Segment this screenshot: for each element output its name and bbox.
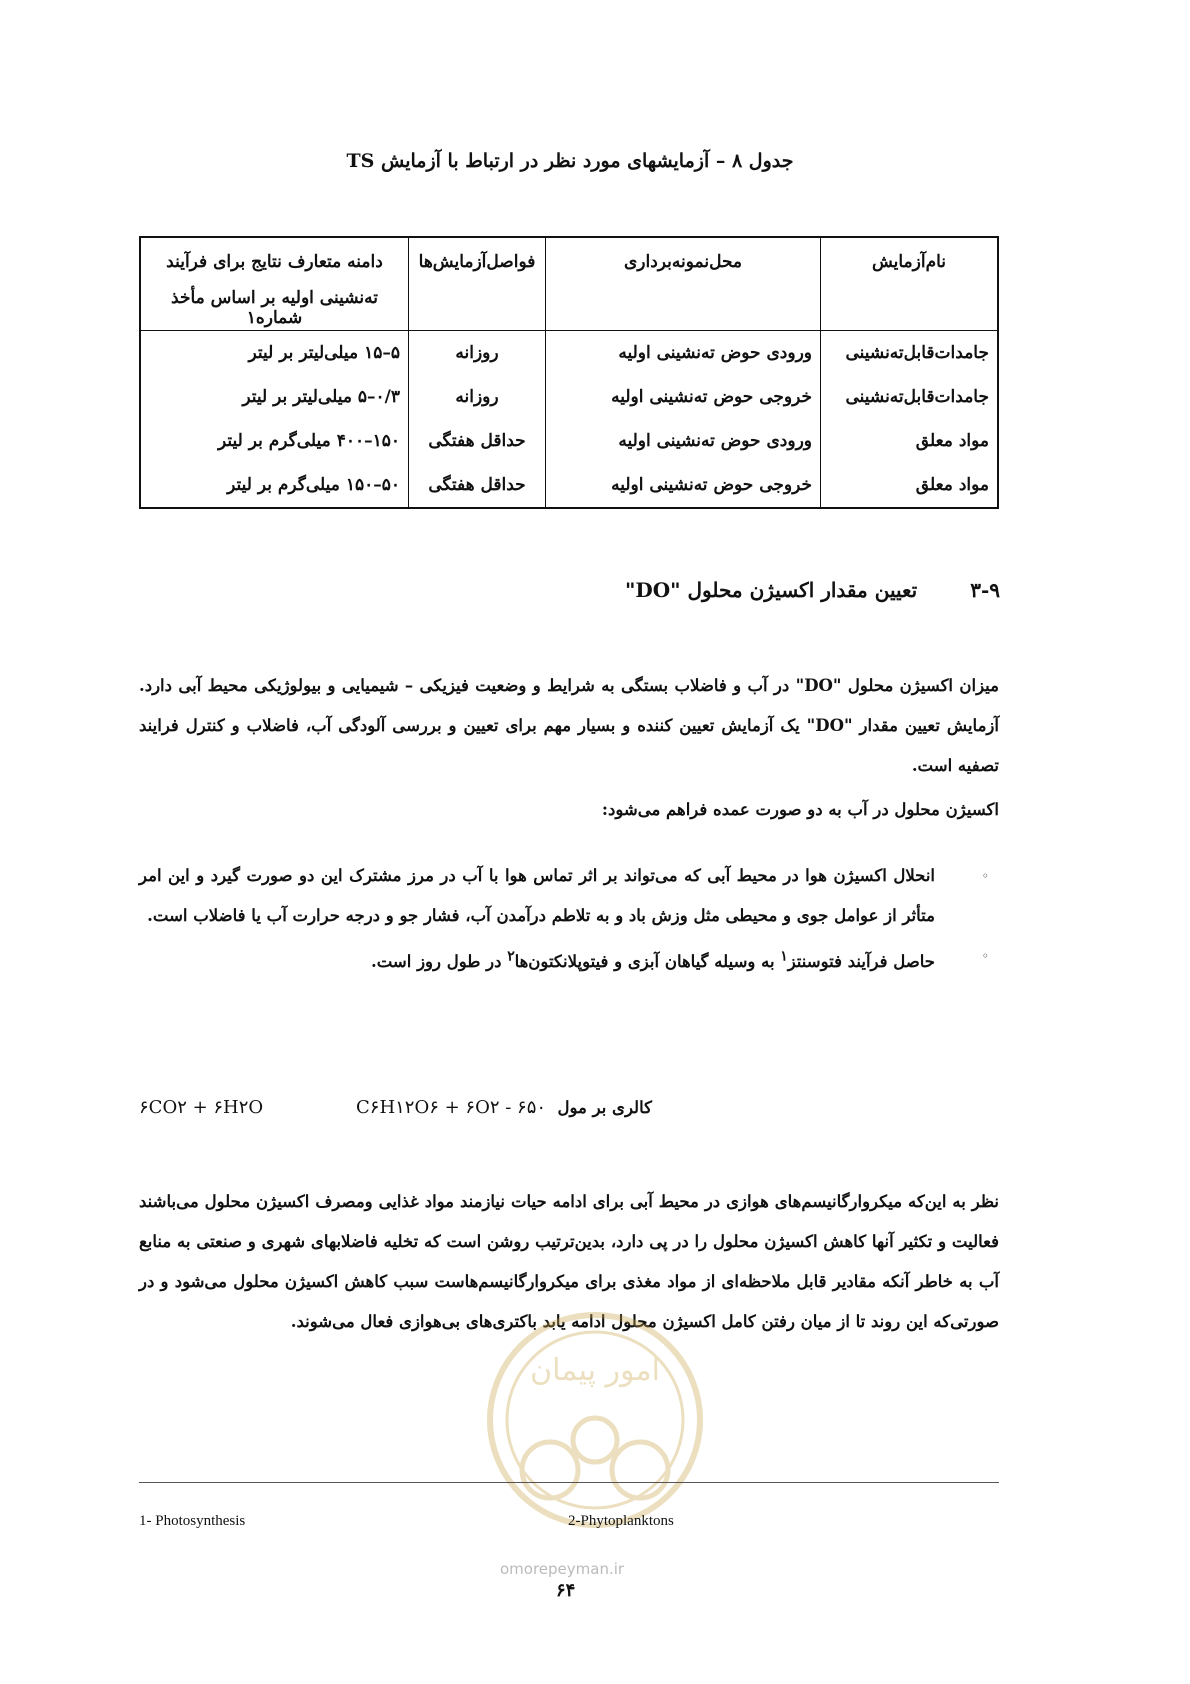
list-item-text-part: در طول روز است. <box>370 951 508 971</box>
header-range-line1: دامنه متعارف نتایج برای فرآیند <box>140 237 409 286</box>
watermark-seal-icon <box>480 1290 710 1550</box>
table-row <box>140 331 998 376</box>
footnote-ref: ۲ <box>507 948 515 964</box>
section-title-text: تعیین مقدار اکسیژن محلول "DO" <box>624 578 918 602</box>
list-item-text-part: حاصل فرآیند فتوسنتز <box>787 951 935 971</box>
header-frequency: فواصل‌آزمایش‌ها <box>409 237 546 286</box>
table-row <box>140 375 998 419</box>
footnote-ref: ۱ <box>780 948 788 964</box>
table-caption: جدول ۸ – آزمایشهای مورد نظر در ارتباط با آزمایش TS <box>346 150 794 172</box>
section-number: ۳-۹ <box>970 578 1000 602</box>
footnote-divider <box>139 1482 999 1483</box>
equation-products <box>356 1097 652 1118</box>
sources-intro-paragraph: اکسیژن محلول در آب به دو صورت عمده فراهم می‌شود: <box>601 800 999 819</box>
cell-range: ۵–۱۵ میلی‌لیتر بر لیتر <box>140 331 409 376</box>
equation-products-text: C۶H۱۲O۶ + ۶O۲ - ۶۵۰ <box>356 1097 547 1118</box>
cell-frequency: حداقل هفتگی <box>409 419 546 463</box>
cell-test-name: مواد معلق <box>821 419 999 463</box>
header-range-line2: ته‌نشینی اولیه بر اساس مأخذ شماره۱ <box>140 286 409 331</box>
header-test-name: نام‌آزمایش <box>821 237 999 286</box>
closing-paragraph: نظر به این‌که میکروارگانیسم‌های هوازی در محیط آبی برای ادامه حیات نیازمند مواد غذایی ومصرف اکسیژن محلول می‌باشند فعالیت و تکثیر آنها کاهش اکسیژن محلول را در پی دارد، بدین‌ترتیب روشن است که تخلیه فاضلابهای شهری و صنعتی به منابع آب به خاطر آنکه مقادیر قابل ملاحظه‌ای از مواد مغذی برای میکروارگانیسم‌هاست سبب کاهش اکسیژن محلول می‌شود و در صورتی‌که این روند تا از میان رفتن کامل اکسیژن محلول ادامه یابد باکتری‌های بی‌هوازی فعال می‌شوند. <box>139 1192 999 1331</box>
list-item-text: انحلال اکسیژن هوا در محیط آبی که می‌تواند بر اثر تماس هوا با آب در مرز مشترک این دو صورت گیرد و این امر متأثر از عوامل جوی و محیطی مثل وزش باد و به تلاطم درآمدن آب، فشار جو و درجه حرارت آب یا فاضلاب است. <box>139 866 935 925</box>
header-empty-cell <box>409 286 546 331</box>
footnote-1: 1- Photosynthesis <box>139 1513 246 1529</box>
cell-range: ۵۰–۱۵۰ میلی‌گرم بر لیتر <box>140 463 409 508</box>
footnote-2: 2-Phytoplanktons <box>568 1513 674 1529</box>
header-empty-cell <box>546 286 821 331</box>
cell-test-name: جامدات‌قابل‌ته‌نشینی <box>821 331 999 376</box>
equation-reactants: ۶CO۲ + ۶H۲O <box>139 1097 264 1118</box>
cell-test-name: جامدات‌قابل‌ته‌نشینی <box>821 375 999 419</box>
cell-sampling-site: خروجی حوض ته‌نشینی اولیه <box>546 375 821 419</box>
table-row <box>140 463 998 508</box>
header-empty-cell <box>821 286 999 331</box>
equation-unit: کالری بر مول <box>557 1098 652 1117</box>
bullet-marker-icon: ◦ <box>981 949 989 963</box>
header-sampling-site: محل‌نمونه‌برداری <box>546 237 821 286</box>
watermark-url: omorepeyman.ir <box>500 1560 625 1578</box>
svg-text:امور پیمان: امور پیمان <box>530 1353 660 1388</box>
cell-sampling-site: ورودی حوض ته‌نشینی اولیه <box>546 419 821 463</box>
cell-range: ۰/۳–۵ میلی‌لیتر بر لیتر <box>140 375 409 419</box>
cell-frequency: روزانه <box>409 331 546 376</box>
oxygen-sources-list <box>139 856 999 982</box>
cell-frequency: روزانه <box>409 375 546 419</box>
section-heading <box>560 578 1000 602</box>
list-item-text <box>370 948 935 971</box>
cell-sampling-site: خروجی حوض ته‌نشینی اولیه <box>546 463 821 508</box>
tests-table <box>139 236 999 509</box>
cell-sampling-site: ورودی حوض ته‌نشینی اولیه <box>546 331 821 376</box>
intro-paragraph: میزان اکسیژن محلول "DO" در آب و فاضلاب بستگی به شرایط و وضعیت فیزیکی – شیمیایی و بیولوژیکی محیط آبی دارد. آزمایش تعیین مقدار "DO" یک آزمایش تعیین کننده و بسیار مهم برای تعیین و بررسی آلودگی آب، فاضلاب و کنترل فرایند تصفیه است. <box>139 676 999 775</box>
table-row <box>140 419 998 463</box>
bullet-marker-icon: ◦ <box>981 869 989 883</box>
cell-frequency: حداقل هفتگی <box>409 463 546 508</box>
cell-range: ۱۵۰–۴۰۰ میلی‌گرم بر لیتر <box>140 419 409 463</box>
page-number: ۶۴ <box>556 1580 576 1601</box>
list-item <box>139 936 999 982</box>
photosynthesis-equation <box>139 1097 999 1137</box>
list-item <box>139 856 999 936</box>
list-item-text-part: به وسیله گیاهان آبزی و فیتوپلانکتون‌ها <box>514 951 781 971</box>
cell-test-name: مواد معلق <box>821 463 999 508</box>
